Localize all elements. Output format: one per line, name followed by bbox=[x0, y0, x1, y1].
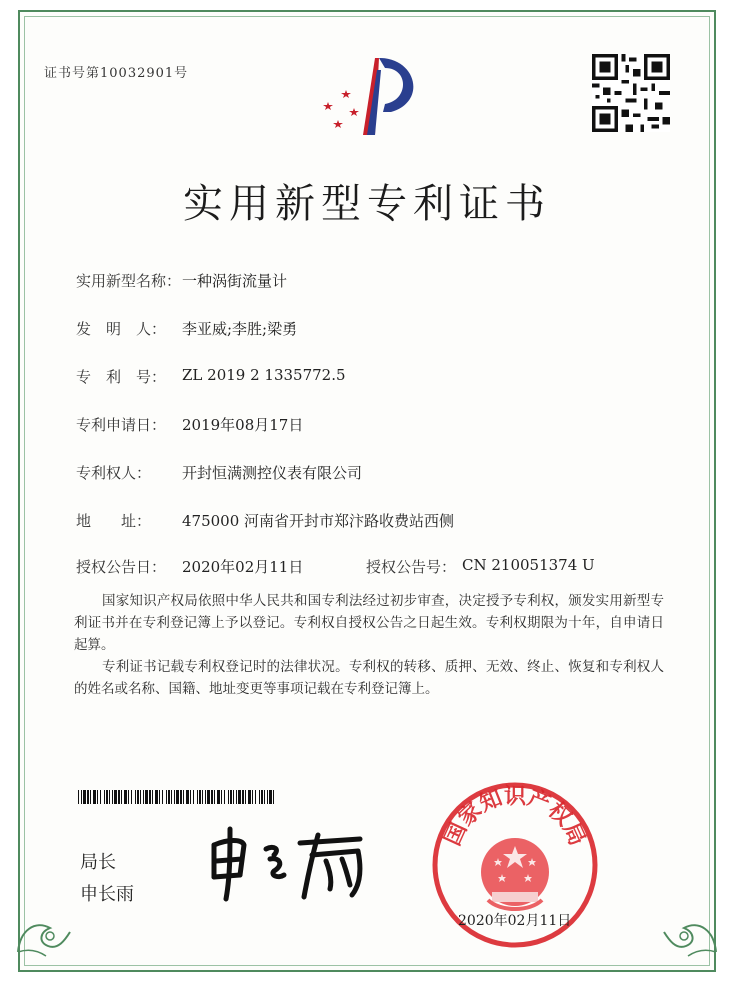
certificate-number: 证书号第10032901号 bbox=[44, 66, 189, 81]
field-label-announcement-number: 授权公告号： bbox=[366, 558, 457, 576]
corner-ornament-bottom-right bbox=[654, 890, 724, 960]
corner-ornament-bottom-left bbox=[10, 890, 80, 960]
field-value-patentee: 开封恒满测控仪表有限公司 bbox=[182, 464, 363, 482]
document-title: 实用新型专利证书 bbox=[183, 181, 551, 227]
director-signature bbox=[200, 815, 380, 905]
cnipa-logo bbox=[305, 50, 435, 145]
field-label-patent-number: 专 利 号： bbox=[76, 368, 167, 386]
field-value-patent-number: ZL 2019 2 1335772.5 bbox=[182, 366, 346, 384]
field-value-inventors: 李亚威;李胜;梁勇 bbox=[182, 320, 298, 338]
field-value-utility-model-name: 一种涡街流量计 bbox=[182, 272, 288, 290]
svg-text:国家知识产权局: 国家知识产权局 bbox=[440, 784, 590, 850]
director-name: 申长雨 bbox=[80, 884, 134, 905]
seal-date: 2020年02月11日 bbox=[458, 913, 572, 929]
field-value-application-date: 2019年08月17日 bbox=[182, 416, 304, 434]
field-label-grant-date: 授权公告日： bbox=[76, 558, 167, 576]
field-label-patentee: 专利权人： bbox=[76, 464, 152, 482]
barcode bbox=[78, 790, 274, 804]
field-label-address: 地 址： bbox=[76, 512, 152, 530]
field-value-address: 475000 河南省开封市郑汴路收费站西侧 bbox=[182, 512, 455, 530]
field-label-inventors: 发 明 人： bbox=[76, 320, 167, 338]
field-value-announcement-number: CN 210051374 U bbox=[462, 556, 595, 574]
director-title: 局长 bbox=[80, 852, 116, 873]
certificate-paragraph-1: 国家知识产权局依照中华人民共和国专利法经过初步审查，决定授予专利权，颁发实用新型专利证书并在专利登记簿上予以登记。专利权自授权公告之日起生效。专利权期限为十年，自申请日起算。 bbox=[74, 593, 664, 653]
field-label-utility-model-name: 实用新型名称： bbox=[76, 272, 182, 290]
field-value-grant-date: 2020年02月11日 bbox=[182, 558, 304, 576]
certificate-paragraph-2: 专利证书记载专利权登记时的法律状况。专利权的转移、质押、无效、终止、恢复和专利权人的姓名或名称、国籍、地址变更等事项记载在专利登记簿上。 bbox=[74, 659, 664, 697]
field-label-application-date: 专利申请日： bbox=[76, 416, 167, 434]
qr-code bbox=[592, 54, 670, 132]
